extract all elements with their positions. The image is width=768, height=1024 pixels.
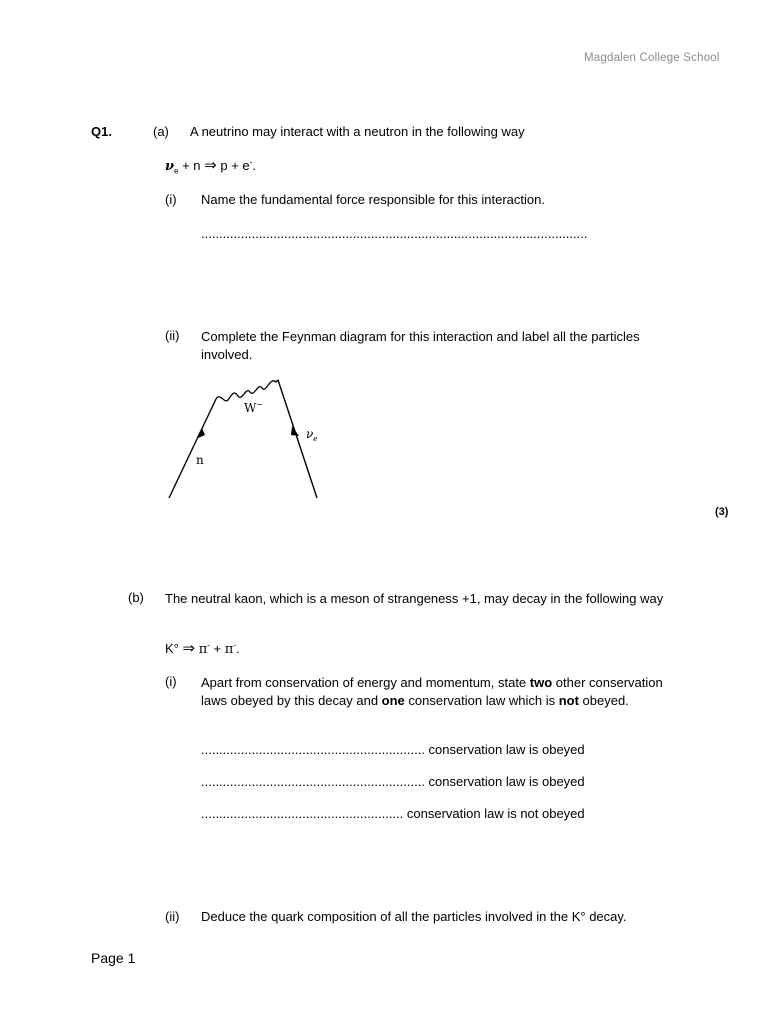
neutron-arrow-icon (198, 428, 205, 438)
part-a-i-text: Name the fundamental force responsible for this interaction. (201, 192, 545, 207)
answer-line-obeyed-1[interactable]: .............................................................. conservation law is obeyed (201, 742, 585, 757)
marks-allocation: (3) (715, 506, 729, 518)
equation-rhs: p + e (216, 158, 250, 173)
neutron-line (169, 399, 216, 498)
part-a-ii-label: (ii) (165, 328, 180, 343)
neutrino-subscript: e (174, 166, 179, 176)
neutrino-equation (165, 158, 256, 175)
part-a-i-label: (i) (165, 192, 177, 207)
equation-end: . (252, 158, 256, 173)
kaon-equation (165, 641, 240, 658)
part-a-intro: A neutrino may interact with a neutron in the following way (190, 124, 525, 139)
part-b-ii-label: (ii) (165, 909, 180, 924)
neutron-label: n (196, 453, 204, 467)
part-b-intro: The neutral kaon, which is a meson of strangeness +1, may decay in the following way (165, 591, 664, 606)
w-boson-wavy-line (216, 380, 278, 401)
part-a-label: (a) (153, 124, 169, 139)
pion-symbol-1: π (198, 642, 208, 657)
part-a-ii-text: Complete the Feynman diagram for this interaction and label all the particles involved. (201, 329, 640, 362)
question-number: Q1. (91, 124, 112, 139)
answer-line-obeyed-2[interactable]: .............................................................. conservation law is obeyed (201, 774, 585, 789)
kaon-symbol: K° (165, 641, 179, 656)
part-b-i-text: Apart from conservation of energy and momentum, state two other conservation laws obeyed by this decay and one conservation law which is not obeyed. (201, 675, 663, 708)
pion-charge-2: - (233, 640, 236, 650)
part-b-label: (b) (128, 590, 144, 605)
electron-charge: - (249, 157, 253, 167)
answer-line-force[interactable]: ........................................................................................................... (201, 226, 588, 241)
feynman-diagram[interactable] (160, 372, 330, 504)
answer-line-not-obeyed[interactable]: ........................................................ conservation law is not obeyed (201, 806, 585, 821)
school-header: Magdalen College School (584, 52, 720, 64)
neutrino-label: $\nu_e$ (306, 427, 318, 443)
equation-lhs: + n (178, 158, 205, 173)
pion-symbol-2: π (224, 642, 234, 657)
plus-sign: + (209, 641, 225, 656)
implies-arrow-2: ⇒ (182, 640, 196, 657)
part-b-i-label: (i) (165, 674, 177, 689)
pion-charge-1: - (207, 640, 210, 650)
page-number: Page 1 (91, 950, 136, 966)
equation-end-2: . (235, 641, 240, 656)
w-boson-label: W− (244, 400, 264, 415)
part-b-ii-text: Deduce the quark composition of all the particles involved in the K° decay. (201, 909, 627, 924)
neutrino-symbol: ν (165, 159, 175, 174)
implies-arrow: ⇒ (204, 157, 217, 174)
neutrino-arrow-icon (291, 426, 299, 436)
